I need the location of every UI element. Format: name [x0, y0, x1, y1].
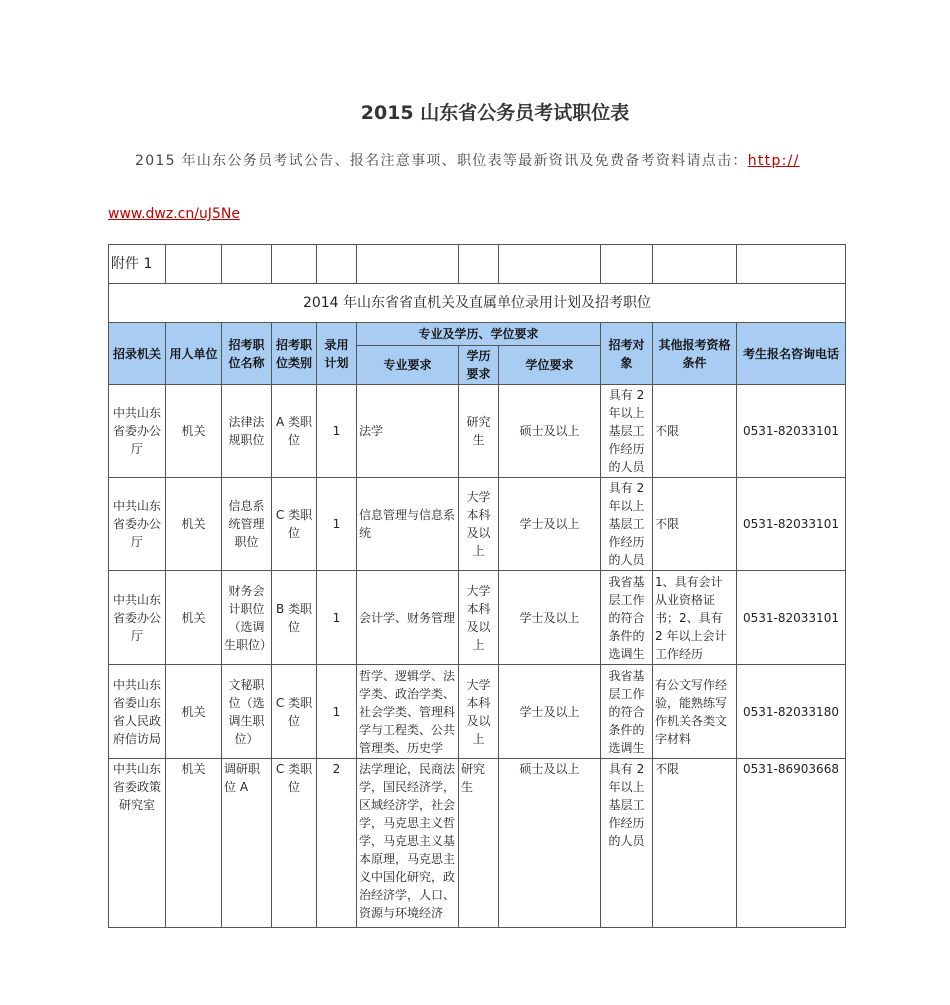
- resource-link-part1[interactable]: http://: [747, 153, 800, 169]
- header-phone: 考生报名咨询电话: [737, 323, 846, 385]
- cell-position-type: C 类职位: [272, 478, 317, 571]
- cell-agency: 中共山东省委政策研究室: [109, 759, 166, 928]
- resource-link-part2[interactable]: www.dwz.cn/uJ5Ne: [108, 206, 240, 222]
- annex-row: [109, 245, 846, 284]
- annex-label: 附件 1: [109, 245, 166, 284]
- header-requirements-group: 专业及学历、学位要求: [357, 323, 601, 346]
- header-major: 专业要求: [357, 346, 459, 385]
- cell-position-type: A 类职位: [272, 385, 317, 478]
- caption-row: [109, 284, 846, 323]
- header-education: 学历要求: [459, 346, 499, 385]
- cell-major: 信息管理与信息系统: [357, 478, 459, 571]
- cell-target: 我省基层工作的符合条件的选调生: [601, 665, 653, 759]
- table-row: [109, 478, 846, 571]
- intro-paragraph: [135, 150, 847, 170]
- cell-agency: 中共山东省委山东省人民政府信访局: [109, 665, 166, 759]
- cell-unit: 机关: [166, 571, 222, 665]
- table-row: [109, 665, 846, 759]
- header-quota: 录用计划: [317, 323, 357, 385]
- cell-degree: 学士及以上: [499, 665, 601, 759]
- cell-major: 法学理论，民商法学，国民经济学，区域经济学，社会学，马克思主义哲学，马克思主义基本原理，马克思主义中国化研究，政治经济学，人口、资源与环境经济: [357, 759, 459, 928]
- cell-position-name: 财务会计职位（选调生职位）: [222, 571, 272, 665]
- cell-unit: 机关: [166, 385, 222, 478]
- positions-table: [108, 244, 846, 928]
- cell-target: 具有 2 年以上基层工作经历的人员: [601, 385, 653, 478]
- cell-major: 会计学、财务管理: [357, 571, 459, 665]
- cell-education: 大学本科及以上: [459, 478, 499, 571]
- cell-education: 大学本科及以上: [459, 665, 499, 759]
- cell-phone: 0531-82033101: [737, 385, 846, 478]
- cell-position-name: 文秘职位（选调生职位）: [222, 665, 272, 759]
- cell-other: 不限: [653, 759, 737, 928]
- table-row: [109, 571, 846, 665]
- cell-quota: 1: [317, 665, 357, 759]
- resource-url-line: [108, 206, 240, 222]
- cell-phone: 0531-82033101: [737, 478, 846, 571]
- cell-agency: 中共山东省委办公厅: [109, 571, 166, 665]
- cell-other: 1、具有会计从业资格证书；2、具有 2 年以上会计工作经历: [653, 571, 737, 665]
- header-degree: 学位要求: [499, 346, 601, 385]
- cell-quota: 1: [317, 385, 357, 478]
- cell-degree: 硕士及以上: [499, 759, 601, 928]
- cell-position-name: 法律法规职位: [222, 385, 272, 478]
- cell-major: 法学: [357, 385, 459, 478]
- header-target: 招考对象: [601, 323, 653, 385]
- cell-other: 不限: [653, 385, 737, 478]
- cell-phone: 0531-86903668: [737, 759, 846, 928]
- table-row: [109, 759, 846, 928]
- cell-education: 大学本科及以上: [459, 571, 499, 665]
- cell-other: 有公文写作经验，能熟练写作机关各类文字材料: [653, 665, 737, 759]
- cell-phone: 0531-82033101: [737, 571, 846, 665]
- cell-other: 不限: [653, 478, 737, 571]
- cell-position-type: B 类职位: [272, 571, 317, 665]
- cell-education: 研究生: [459, 385, 499, 478]
- cell-unit: 机关: [166, 665, 222, 759]
- cell-position-name: 调研职位 A: [222, 759, 272, 928]
- page-title: 2015 山东省公务员考试职位表: [360, 102, 630, 124]
- header-row-1: [109, 323, 846, 346]
- cell-agency: 中共山东省委办公厅: [109, 478, 166, 571]
- cell-quota: 2: [317, 759, 357, 928]
- cell-target: 具有 2 年以上基层工作经历的人员: [601, 759, 653, 928]
- cell-agency: 中共山东省委办公厅: [109, 385, 166, 478]
- cell-degree: 学士及以上: [499, 571, 601, 665]
- cell-degree: 学士及以上: [499, 478, 601, 571]
- cell-position-type: C 类职位: [272, 759, 317, 928]
- cell-major: 哲学、逻辑学、法学类、政治学类、社会学类、管理科学与工程类、公共管理类、历史学: [357, 665, 459, 759]
- cell-unit: 机关: [166, 759, 222, 928]
- cell-position-type: C 类职位: [272, 665, 317, 759]
- header-position-name: 招考职位名称: [222, 323, 272, 385]
- table-caption: 2014 年山东省省直机关及直属单位录用计划及招考职位: [109, 284, 846, 323]
- header-position-type: 招考职位类别: [272, 323, 317, 385]
- intro-text: 2015 年山东公务员考试公告、报名注意事项、职位表等最新资讯及免费备考资料请点击：: [135, 153, 748, 169]
- header-other: 其他报考资格条件: [653, 323, 737, 385]
- cell-degree: 硕士及以上: [499, 385, 601, 478]
- cell-position-name: 信息系统管理职位: [222, 478, 272, 571]
- cell-quota: 1: [317, 478, 357, 571]
- cell-target: 具有 2 年以上基层工作经历的人员: [601, 478, 653, 571]
- header-unit: 用人单位: [166, 323, 222, 385]
- cell-phone: 0531-82033180: [737, 665, 846, 759]
- header-agency: 招录机关: [109, 323, 166, 385]
- cell-target: 我省基层工作的符合条件的选调生: [601, 571, 653, 665]
- table-row: [109, 385, 846, 478]
- cell-education: 研究生: [459, 759, 499, 928]
- cell-quota: 1: [317, 571, 357, 665]
- cell-unit: 机关: [166, 478, 222, 571]
